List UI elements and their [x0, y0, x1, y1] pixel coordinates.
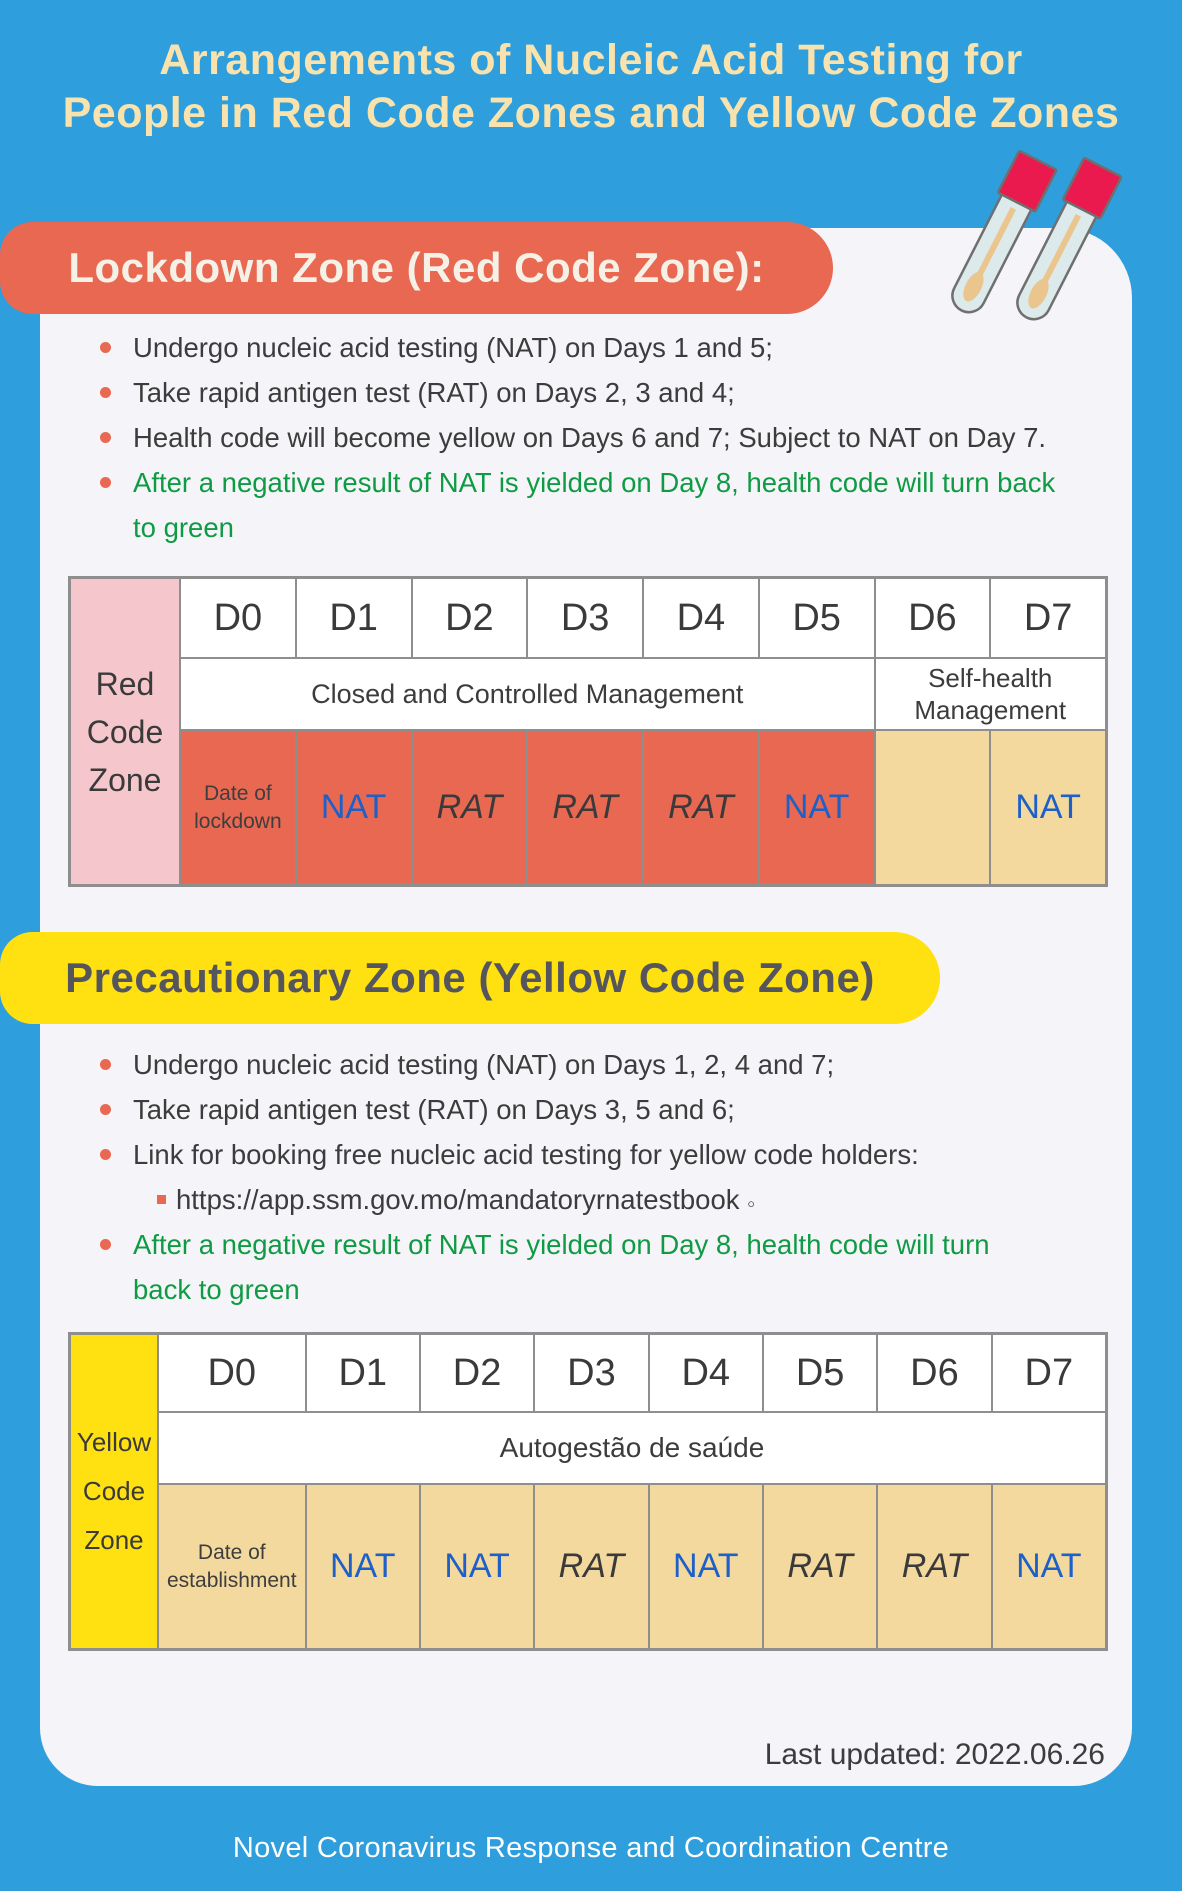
day-header: D2	[420, 1334, 534, 1412]
lockdown-bullet-list	[100, 325, 1100, 550]
table-cell-rat: RAT	[643, 730, 759, 885]
bullet-dot	[100, 1239, 111, 1250]
page-title-line2: People in Red Code Zones and Yellow Code Zones	[62, 89, 1120, 137]
table-cell-date-of-establishment: Date of establishment	[158, 1484, 306, 1649]
list-item	[100, 415, 1100, 460]
bullet-dot	[100, 1149, 111, 1160]
lockdown-zone-banner-label: Lockdown Zone (Red Code Zone):	[68, 244, 765, 291]
table-cell-nat: NAT	[306, 1484, 420, 1649]
zone-label-line: Zone	[84, 1525, 144, 1555]
table-cell-nat: NAT	[420, 1484, 534, 1649]
table-cell-rat: RAT	[534, 1484, 648, 1649]
url-period: 。	[747, 1188, 768, 1210]
self-health-management-cell: Self-health Management	[875, 658, 1107, 730]
list-item-text: Undergo nucleic acid testing (NAT) on Days 1, 2, 4 and 7;	[133, 1049, 835, 1080]
bullet-dot	[100, 477, 111, 488]
table-cell-date-of-lockdown: Date of lockdown	[180, 730, 296, 885]
list-item	[100, 1042, 1100, 1087]
bullet-dot	[100, 1104, 111, 1115]
table-cell-rat: RAT	[412, 730, 528, 885]
day-header: D1	[306, 1334, 420, 1412]
table-cell-rat: RAT	[763, 1484, 877, 1649]
precautionary-zone-banner	[0, 932, 940, 1024]
green-note-line2: back to green	[133, 1274, 300, 1305]
day-header: D6	[875, 578, 991, 658]
list-item-text: Link for booking free nucleic acid testing for yellow code holders:	[133, 1139, 919, 1170]
day-header: D0	[180, 578, 296, 658]
table-cell-rat: RAT	[527, 730, 643, 885]
day-header: D1	[296, 578, 412, 658]
zone-label-line: Red	[95, 665, 155, 702]
yellow-zone-label-cell	[70, 1334, 158, 1649]
precautionary-zone-banner-label: Precautionary Zone (Yellow Code Zone)	[65, 954, 875, 1001]
booking-url-item	[100, 1177, 1100, 1222]
day-header: D7	[990, 578, 1106, 658]
zone-label-line: Code	[82, 1476, 146, 1506]
zone-label-line: Zone	[88, 761, 162, 798]
footer-organisation: Novel Coronavirus Response and Coordination Centre	[232, 1832, 950, 1864]
green-note-line1: After a negative result of NAT is yielded on Day 8, health code will turn back	[133, 467, 1056, 498]
list-item-green-note	[100, 1222, 1100, 1267]
day-header: D0	[158, 1334, 306, 1412]
day-header: D4	[643, 578, 759, 658]
list-item	[100, 370, 1100, 415]
square-bullet-icon	[157, 1195, 166, 1204]
list-item-green-note	[100, 460, 1100, 505]
list-item-text: Undergo nucleic acid testing (NAT) on Days 1 and 5;	[133, 332, 773, 363]
zone-label-line: Yellow	[76, 1427, 152, 1457]
list-item-text: Health code will become yellow on Days 6 and 7; Subject to NAT on Day 7.	[133, 422, 1047, 453]
table-cell-nat: NAT	[649, 1484, 763, 1649]
day-header: D3	[534, 1334, 648, 1412]
bullet-dot	[100, 342, 111, 353]
day-header: D5	[763, 1334, 877, 1412]
bullet-dot	[100, 387, 111, 398]
bullet-dot	[100, 432, 111, 443]
list-item-text: Take rapid antigen test (RAT) on Days 2, 3 and 4;	[133, 377, 735, 408]
bullet-dot	[100, 1059, 111, 1070]
last-updated-text: Last updated: 2022.06.26	[764, 1738, 1105, 1771]
table-cell-nat: NAT	[296, 730, 412, 885]
precautionary-bullet-list	[100, 1042, 1100, 1312]
red-zone-label-cell	[70, 578, 180, 885]
booking-url-link[interactable]: https://app.ssm.gov.mo/mandatoryrnatestbook	[176, 1184, 740, 1215]
yellow-code-zone-table	[68, 1332, 1108, 1651]
table-cell-nat: NAT	[992, 1484, 1106, 1649]
day-header: D2	[412, 578, 528, 658]
table-cell-nat: NAT	[990, 730, 1106, 885]
lockdown-zone-banner	[0, 222, 833, 314]
table-cell-nat: NAT	[759, 730, 875, 885]
list-item	[100, 1132, 1100, 1177]
green-note-line1: After a negative result of NAT is yielded on Day 8, health code will turn	[133, 1229, 990, 1260]
list-item	[100, 1087, 1100, 1132]
green-note-continuation	[100, 1267, 1100, 1312]
table-cell-rat: RAT	[877, 1484, 991, 1649]
table-cell-empty	[875, 730, 991, 885]
closed-management-cell: Closed and Controlled Management	[180, 658, 875, 730]
green-note-line2: to green	[133, 512, 234, 543]
page-title-line1: Arrangements of Nucleic Acid Testing for	[159, 36, 1023, 84]
red-code-zone-table	[68, 576, 1108, 887]
day-header: D6	[877, 1334, 991, 1412]
green-note-continuation	[100, 505, 1100, 550]
list-item-text: Take rapid antigen test (RAT) on Days 3, 5 and 6;	[133, 1094, 735, 1125]
zone-label-line: Code	[86, 713, 164, 750]
list-item	[100, 325, 1100, 370]
self-management-cell: Autogestão de saúde	[158, 1412, 1106, 1484]
day-header: D4	[649, 1334, 763, 1412]
day-header: D5	[759, 578, 875, 658]
day-header: D7	[992, 1334, 1106, 1412]
day-header: D3	[527, 578, 643, 658]
